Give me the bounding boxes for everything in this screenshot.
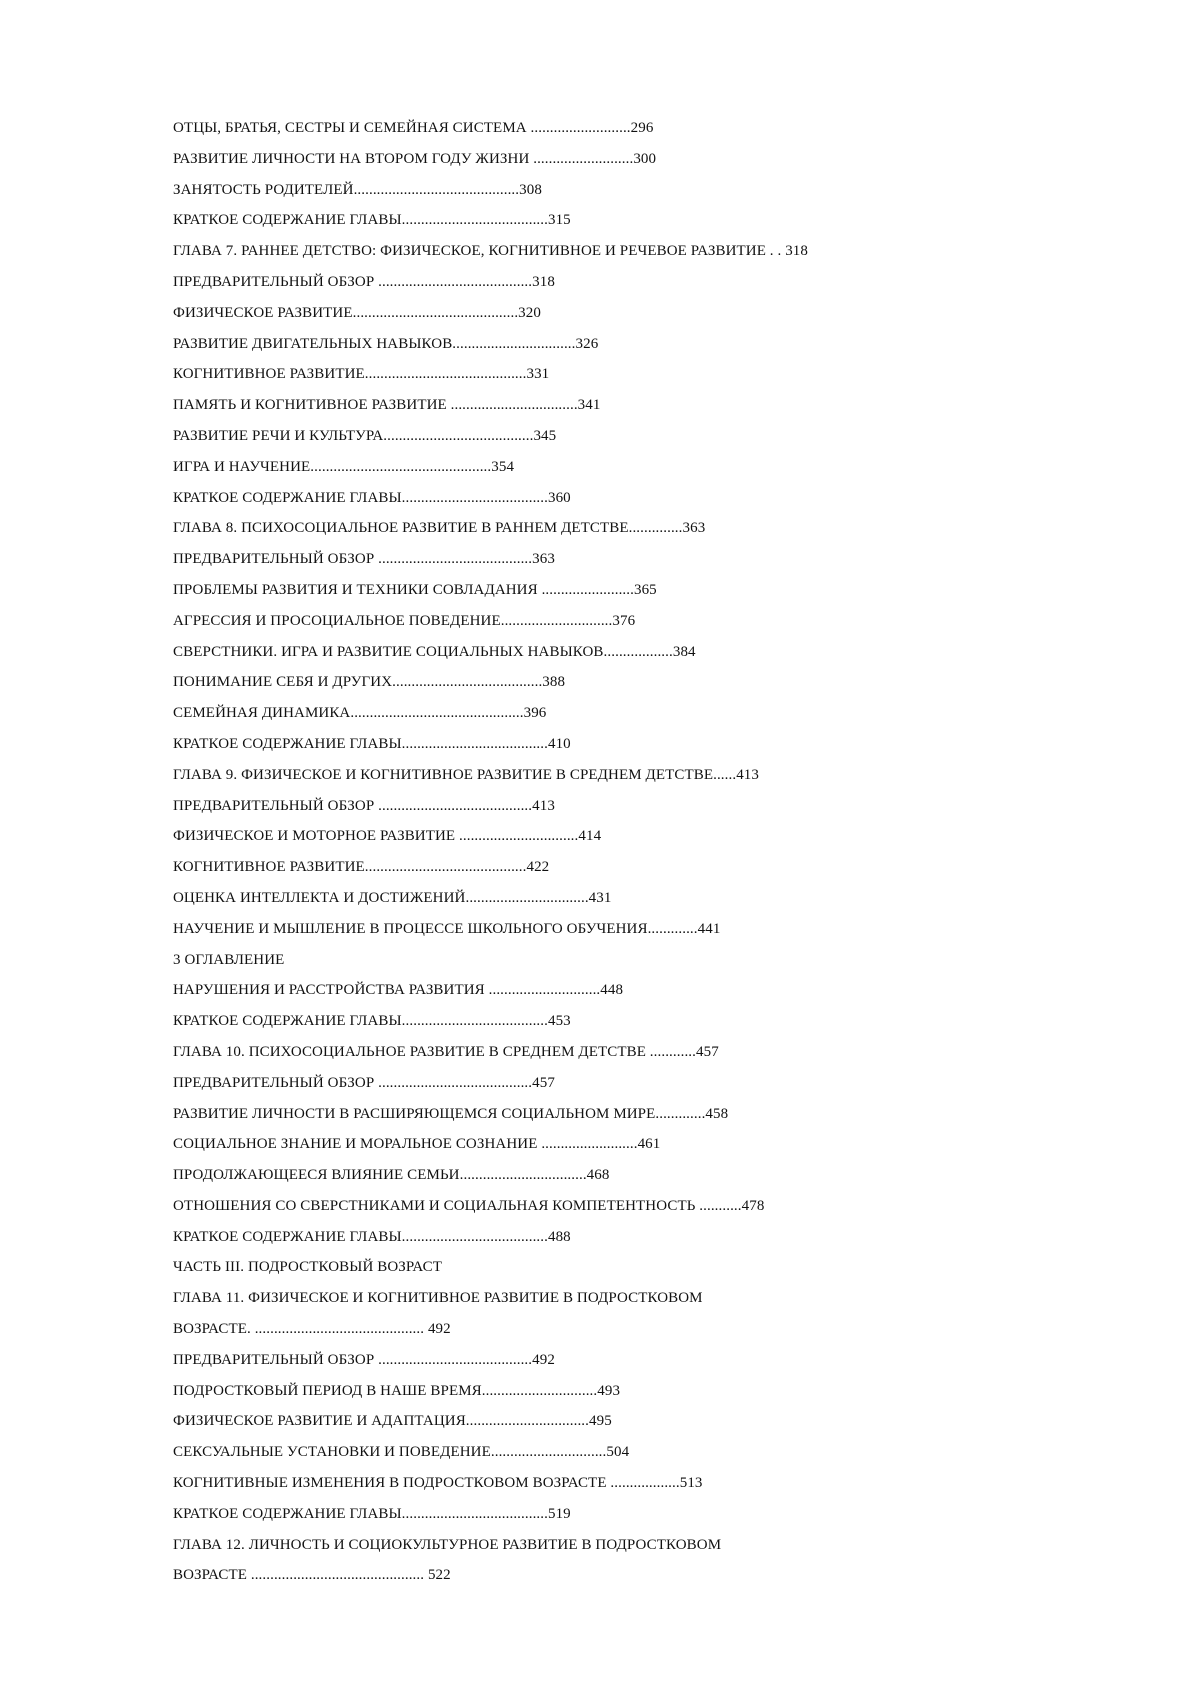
toc-line: ПАМЯТЬ И КОГНИТИВНОЕ РАЗВИТИЕ .................................341 <box>173 397 601 414</box>
toc-line: ВОЗРАСТЕ. ............................................ 492 <box>173 1321 451 1338</box>
toc-line: ПОНИМАНИЕ СЕБЯ И ДРУГИХ.......................................388 <box>173 674 566 691</box>
toc-line: ФИЗИЧЕСКОЕ И МОТОРНОЕ РАЗВИТИЕ ...............................414 <box>173 828 602 845</box>
toc-line: ФИЗИЧЕСКОЕ РАЗВИТИЕ...........................................320 <box>173 304 541 321</box>
toc-line: ГЛАВА 10. ПСИХОСОЦИАЛЬНОЕ РАЗВИТИЕ В СРЕДНЕМ ДЕТСТВЕ ............457 <box>173 1043 719 1060</box>
toc-line: ИГРА И НАУЧЕНИЕ...............................................354 <box>173 458 515 475</box>
toc-line: АГРЕССИЯ И ПРОСОЦИАЛЬНОЕ ПОВЕДЕНИЕ.............................376 <box>173 612 636 629</box>
toc-line: КРАТКОЕ СОДЕРЖАНИЕ ГЛАВЫ......................................453 <box>173 1013 571 1030</box>
toc-line: КОГНИТИВНОЕ РАЗВИТИЕ..........................................331 <box>173 366 550 383</box>
toc-line: ПРЕДВАРИТЕЛЬНЫЙ ОБЗОР ........................................318 <box>173 273 555 290</box>
toc-line: РАЗВИТИЕ ДВИГАТЕЛЬНЫХ НАВЫКОВ................................326 <box>173 335 599 352</box>
toc-line: КРАТКОЕ СОДЕРЖАНИЕ ГЛАВЫ......................................488 <box>173 1228 571 1245</box>
toc-line: ПРЕДВАРИТЕЛЬНЫЙ ОБЗОР ........................................457 <box>173 1074 555 1091</box>
toc-line: ФИЗИЧЕСКОЕ РАЗВИТИЕ И АДАПТАЦИЯ................................495 <box>173 1413 612 1430</box>
toc-line: РАЗВИТИЕ РЕЧИ И КУЛЬТУРА.......................................345 <box>173 427 557 444</box>
toc-line: РАЗВИТИЕ ЛИЧНОСТИ В РАСШИРЯЮЩЕМСЯ СОЦИАЛЬНОМ МИРЕ.............458 <box>173 1105 729 1122</box>
toc-line: ЗАНЯТОСТЬ РОДИТЕЛЕЙ...........................................308 <box>173 181 542 198</box>
toc-line: СЕКСУАЛЬНЫЕ УСТАНОВКИ И ПОВЕДЕНИЕ..............................504 <box>173 1444 630 1461</box>
toc-line: КРАТКОЕ СОДЕРЖАНИЕ ГЛАВЫ......................................519 <box>173 1505 571 1522</box>
toc-line: СВЕРСТНИКИ. ИГРА И РАЗВИТИЕ СОЦИАЛЬНЫХ НАВЫКОВ..................384 <box>173 643 696 660</box>
toc-line: ГЛАВА 11. ФИЗИЧЕСКОЕ И КОГНИТИВНОЕ РАЗВИТИЕ В ПОДРОСТКОВОМ <box>173 1290 703 1307</box>
toc-line: НАРУШЕНИЯ И РАССТРОЙСТВА РАЗВИТИЯ .............................448 <box>173 982 624 999</box>
toc-part-heading: ЧАСТЬ III. ПОДРОСТКОВЫЙ ВОЗРАСТ <box>173 1259 442 1276</box>
toc-line: ГЛАВА 9. ФИЗИЧЕСКОЕ И КОГНИТИВНОЕ РАЗВИТИЕ В СРЕДНЕМ ДЕТСТВЕ......413 <box>173 766 759 783</box>
toc-line: КОГНИТИВНЫЕ ИЗМЕНЕНИЯ В ПОДРОСТКОВОМ ВОЗРАСТЕ ..................513 <box>173 1475 703 1492</box>
toc-line: ПРЕДВАРИТЕЛЬНЫЙ ОБЗОР ........................................492 <box>173 1351 555 1368</box>
table-of-contents <box>173 113 1153 1591</box>
toc-line: ГЛАВА 8. ПСИХОСОЦИАЛЬНОЕ РАЗВИТИЕ В РАННЕМ ДЕТСТВЕ..............363 <box>173 520 706 537</box>
toc-line: КРАТКОЕ СОДЕРЖАНИЕ ГЛАВЫ......................................315 <box>173 212 571 229</box>
toc-line: ГЛАВА 7. РАННЕЕ ДЕТСТВО: ФИЗИЧЕСКОЕ, КОГНИТИВНОЕ И РЕЧЕВОЕ РАЗВИТИЕ . . 318 <box>173 243 809 260</box>
toc-line: ГЛАВА 12. ЛИЧНОСТЬ И СОЦИОКУЛЬТУРНОЕ РАЗВИТИЕ В ПОДРОСТКОВОМ <box>173 1536 722 1553</box>
toc-line: ПРЕДВАРИТЕЛЬНЫЙ ОБЗОР ........................................363 <box>173 551 555 568</box>
running-header: 3 ОГЛАВЛЕНИЕ <box>173 951 285 968</box>
toc-line: ПОДРОСТКОВЫЙ ПЕРИОД В НАШЕ ВРЕМЯ..............................493 <box>173 1382 621 1399</box>
toc-line: ОТЦЫ, БРАТЬЯ, СЕСТРЫ И СЕМЕЙНАЯ СИСТЕМА ..........................296 <box>173 120 654 136</box>
toc-line: РАЗВИТИЕ ЛИЧНОСТИ НА ВТОРОМ ГОДУ ЖИЗНИ ..........................300 <box>173 150 657 167</box>
toc-line: ОТНОШЕНИЯ СО СВЕРСТНИКАМИ И СОЦИАЛЬНАЯ КОМПЕТЕНТНОСТЬ ...........478 <box>173 1197 765 1214</box>
toc-line: НАУЧЕНИЕ И МЫШЛЕНИЕ В ПРОЦЕССЕ ШКОЛЬНОГО ОБУЧЕНИЯ.............441 <box>173 920 721 937</box>
toc-line: СЕМЕЙНАЯ ДИНАМИКА.............................................396 <box>173 705 547 722</box>
toc-line: КРАТКОЕ СОДЕРЖАНИЕ ГЛАВЫ......................................410 <box>173 735 571 752</box>
toc-line: ОЦЕНКА ИНТЕЛЛЕКТА И ДОСТИЖЕНИЙ................................431 <box>173 889 612 906</box>
toc-line: КОГНИТИВНОЕ РАЗВИТИЕ..........................................422 <box>173 859 550 876</box>
toc-line: ПРЕДВАРИТЕЛЬНЫЙ ОБЗОР ........................................413 <box>173 797 555 814</box>
toc-line: СОЦИАЛЬНОЕ ЗНАНИЕ И МОРАЛЬНОЕ СОЗНАНИЕ .........................461 <box>173 1136 661 1153</box>
toc-line: ВОЗРАСТЕ ............................................. 522 <box>173 1567 451 1584</box>
toc-line: ПРОДОЛЖАЮЩЕЕСЯ ВЛИЯНИЕ СЕМЬИ.................................468 <box>173 1167 610 1184</box>
toc-line: ПРОБЛЕМЫ РАЗВИТИЯ И ТЕХНИКИ СОВЛАДАНИЯ ........................365 <box>173 581 657 598</box>
toc-line: КРАТКОЕ СОДЕРЖАНИЕ ГЛАВЫ......................................360 <box>173 489 571 506</box>
